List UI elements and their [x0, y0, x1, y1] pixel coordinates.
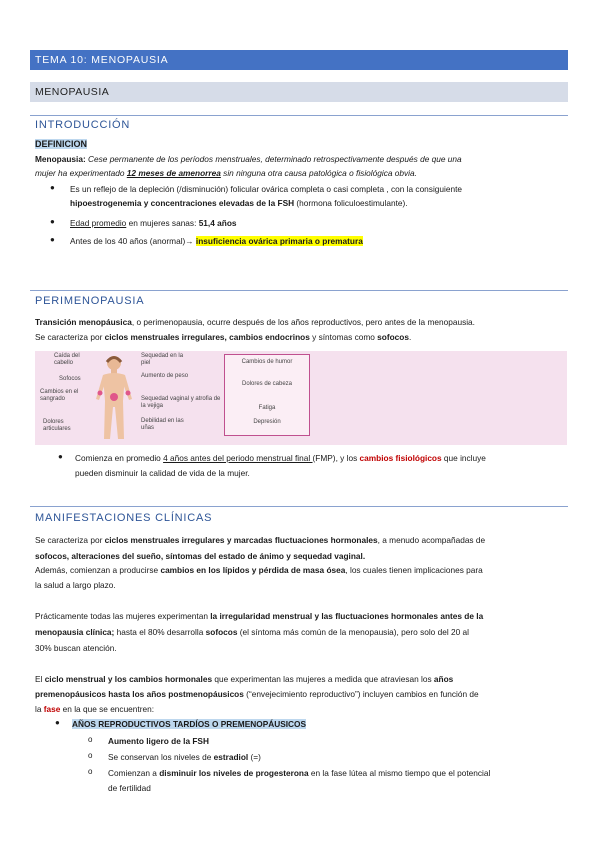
- section-band: MENOPAUSIA: [30, 82, 568, 102]
- fig-label-sangrado: Cambios en el sangrado: [40, 389, 79, 402]
- fig-label-unas: Debilidad en las uñas: [141, 418, 184, 431]
- b3-text: Antes de los 40 años (anormal)→: [70, 236, 196, 246]
- ml3a: Además, comienzan a producirse: [35, 565, 161, 575]
- box-depresion: Depresión: [253, 419, 281, 425]
- perimenopause-symptoms-figure: [35, 351, 567, 445]
- pb1e: que incluye: [441, 453, 486, 463]
- fig-label-peso: Aumento de peso: [141, 373, 189, 379]
- b1-rest: (hormona foliculoestimulante).: [294, 198, 408, 208]
- def-term: Menopausia: [35, 154, 83, 164]
- p3l3b: fase: [43, 704, 61, 714]
- p2l2a: menopausia clínica;: [35, 627, 115, 637]
- manif-p2-line-2: [35, 625, 469, 639]
- manif-p3-line-2: [35, 687, 479, 701]
- bullet-dot-icon: ●: [55, 718, 60, 727]
- manif-line-3: [35, 563, 483, 577]
- box-cabeza: Dolores de cabeza: [241, 381, 293, 387]
- b3-highlight: insuficiencia ovárica primaria o prematura: [195, 236, 363, 246]
- peri-term: Transición menopáusica: [35, 317, 132, 327]
- b2-value: 51,4 años: [198, 218, 237, 228]
- def-text-2b: 12 meses de amenorrea: [126, 168, 221, 178]
- female-figure-illustration: [90, 353, 138, 443]
- bullet-dot-icon: ●: [50, 217, 55, 226]
- manif-heading: MANIFESTACIONES CLÍNICAS: [35, 512, 213, 524]
- ml1c: , a menudo acompañadas de: [377, 535, 486, 545]
- sub-bullet-1: Aumento ligero de la FSH: [108, 736, 209, 746]
- peri-p1-rest: , o perimenopausia, ocurre después de los años reproductivos, pero antes de la menopausia.: [131, 317, 475, 327]
- circle-bullet-icon: o: [88, 751, 93, 760]
- ml1b: ciclos menstruales irregulares y marcadas fluctuaciones hormonales: [104, 535, 378, 545]
- peri-bullet-line-2: pueden disminuir la calidad de vida de la mujer.: [75, 468, 250, 478]
- ml3c: , los cuales tienen implicaciones para: [345, 565, 483, 575]
- b1-bold: hipoestrogenemia y concentraciones elevadas de la FSH: [70, 198, 295, 208]
- p2d: sofocos: [377, 332, 409, 342]
- s2c: (=): [248, 752, 261, 762]
- b2-label: Edad promedio: [70, 218, 127, 228]
- p3l1c: que experimentan las mujeres a medida que atraviesan los: [212, 674, 434, 684]
- ml1a: Se caracteriza por: [35, 535, 105, 545]
- fig-label-vaginal: Sequedad vaginal y atrofia de la vejiga: [141, 396, 221, 409]
- s2a: Se conservan los niveles de: [108, 752, 214, 762]
- manif-rule: [30, 506, 568, 507]
- p2l2d: (el síntoma más común de la menopausia), pero solo del 20 al: [237, 627, 469, 637]
- p2b: ciclos menstruales irregulares, cambios endocrinos: [104, 332, 310, 342]
- peri-rule: [30, 290, 568, 291]
- intro-bullet-1-line-1: Es un reflejo de la depleción (/disminución) folicular ovárica completa o casi completa , con la consiguiente: [70, 184, 463, 194]
- def-line-2: [35, 166, 417, 180]
- p3l1b: ciclo menstrual y los cambios hormonales: [44, 674, 213, 684]
- intro-rule: [30, 115, 568, 116]
- emotional-symptoms-box: [224, 354, 310, 436]
- p2c: y síntomas como: [309, 332, 378, 342]
- def-line-1: [35, 152, 462, 166]
- pb1a: Comienza en promedio: [75, 453, 164, 463]
- box-fatiga: Fatiga: [258, 405, 276, 411]
- manif-p2-line-1: [35, 609, 483, 623]
- bullet-dot-icon: ●: [50, 183, 55, 192]
- definicion-label: [35, 137, 87, 151]
- manif-bullet-premenopausicos: [72, 717, 306, 731]
- p2a: Se caracteriza por: [35, 332, 105, 342]
- pb1d: cambios fisiológicos: [359, 453, 442, 463]
- intro-bullet-2: [70, 216, 237, 230]
- p3l2b: (“envejecimiento reproductivo”) incluyen cambios en función de: [243, 689, 479, 699]
- bullet-dot-icon: ●: [58, 452, 63, 461]
- pb1b: 4 años antes del periodo menstrual final: [163, 453, 313, 463]
- pb1c: (FMP), y los: [312, 453, 360, 463]
- fig-label-sofocos: Sofocos: [59, 376, 81, 382]
- manif-p3-line-3: [35, 702, 154, 716]
- premenopausicos-highlight: AÑOS REPRODUCTIVOS TARDÍOS O PREMENOPÁUSICOS: [72, 719, 307, 729]
- peri-para-line-2: [35, 330, 411, 344]
- b2-text: en mujeres sanas:: [126, 218, 199, 228]
- definicion-text: DEFINICION: [35, 139, 88, 149]
- fig-label-articulares: Dolores articulares: [43, 419, 71, 432]
- def-text-2c: sin ninguna otra causa patológica o fisiológica obvia.: [220, 168, 417, 178]
- fig-label-hair: Caída del cabello: [54, 353, 80, 366]
- s2b: estradiol: [213, 752, 249, 762]
- manif-p3-line-1: [35, 672, 453, 686]
- p3l1d: años: [433, 674, 454, 684]
- bullet-dot-icon: ●: [50, 235, 55, 244]
- def-text-1: Cese permanente de los períodos menstruales, determinado retrospectivamente después de que una: [85, 154, 462, 164]
- intro-heading: INTRODUCCIÓN: [35, 119, 131, 131]
- def-colon: :: [82, 154, 86, 164]
- circle-bullet-icon: o: [88, 767, 93, 776]
- p2l2b: hasta el 80% desarrolla: [114, 627, 206, 637]
- sub-bullet-3-line-2: de fertilidad: [108, 783, 151, 793]
- sub-bullet-2: [108, 750, 261, 764]
- manif-p2-line-3: 30% buscan atención.: [35, 643, 117, 653]
- p2e: .: [408, 332, 412, 342]
- p3l3c: en la que se encuentren:: [60, 704, 155, 714]
- p2l2c: sofocos: [205, 627, 238, 637]
- p3l1a: El: [35, 674, 45, 684]
- s3c: en la fase lútea al mismo tiempo que el potencial: [308, 768, 491, 778]
- p2l1a: Prácticamente todas las mujeres experimentan: [35, 611, 211, 621]
- p3l3a: la: [35, 704, 44, 714]
- peri-para-line-1: [35, 315, 475, 329]
- manif-line-2: sofocos, alteraciones del sueño, síntomas del estado de ánimo y sequedad vaginal.: [35, 551, 366, 561]
- s3b: disminuir los niveles de progesterona: [159, 768, 309, 778]
- def-text-2a: mujer ha experimentado: [35, 168, 127, 178]
- circle-bullet-icon: o: [88, 735, 93, 744]
- box-humor: Cambios de humor: [241, 359, 293, 365]
- manif-line-4: la salud a largo plazo.: [35, 580, 116, 590]
- tema-header-band: TEMA 10: MENOPAUSIA: [30, 50, 568, 70]
- p3l2a: premenopáusicos hasta los años postmenopáusicos: [35, 689, 244, 699]
- intro-bullet-3: [70, 234, 363, 248]
- manif-line-1: [35, 533, 485, 547]
- sub-bullet-3-line-1: [108, 766, 490, 780]
- fig-label-piel: Sequedad en la piel: [141, 353, 184, 366]
- p2l1b: la irregularidad menstrual y las fluctuaciones hormonales antes de la: [210, 611, 484, 621]
- ml3b: cambios en los lípidos y pérdida de masa ósea: [160, 565, 346, 575]
- s3a: Comienzan a: [108, 768, 160, 778]
- peri-heading: PERIMENOPAUSIA: [35, 295, 145, 307]
- intro-bullet-1-line-2: [70, 196, 408, 210]
- peri-bullet-line-1: [75, 451, 486, 465]
